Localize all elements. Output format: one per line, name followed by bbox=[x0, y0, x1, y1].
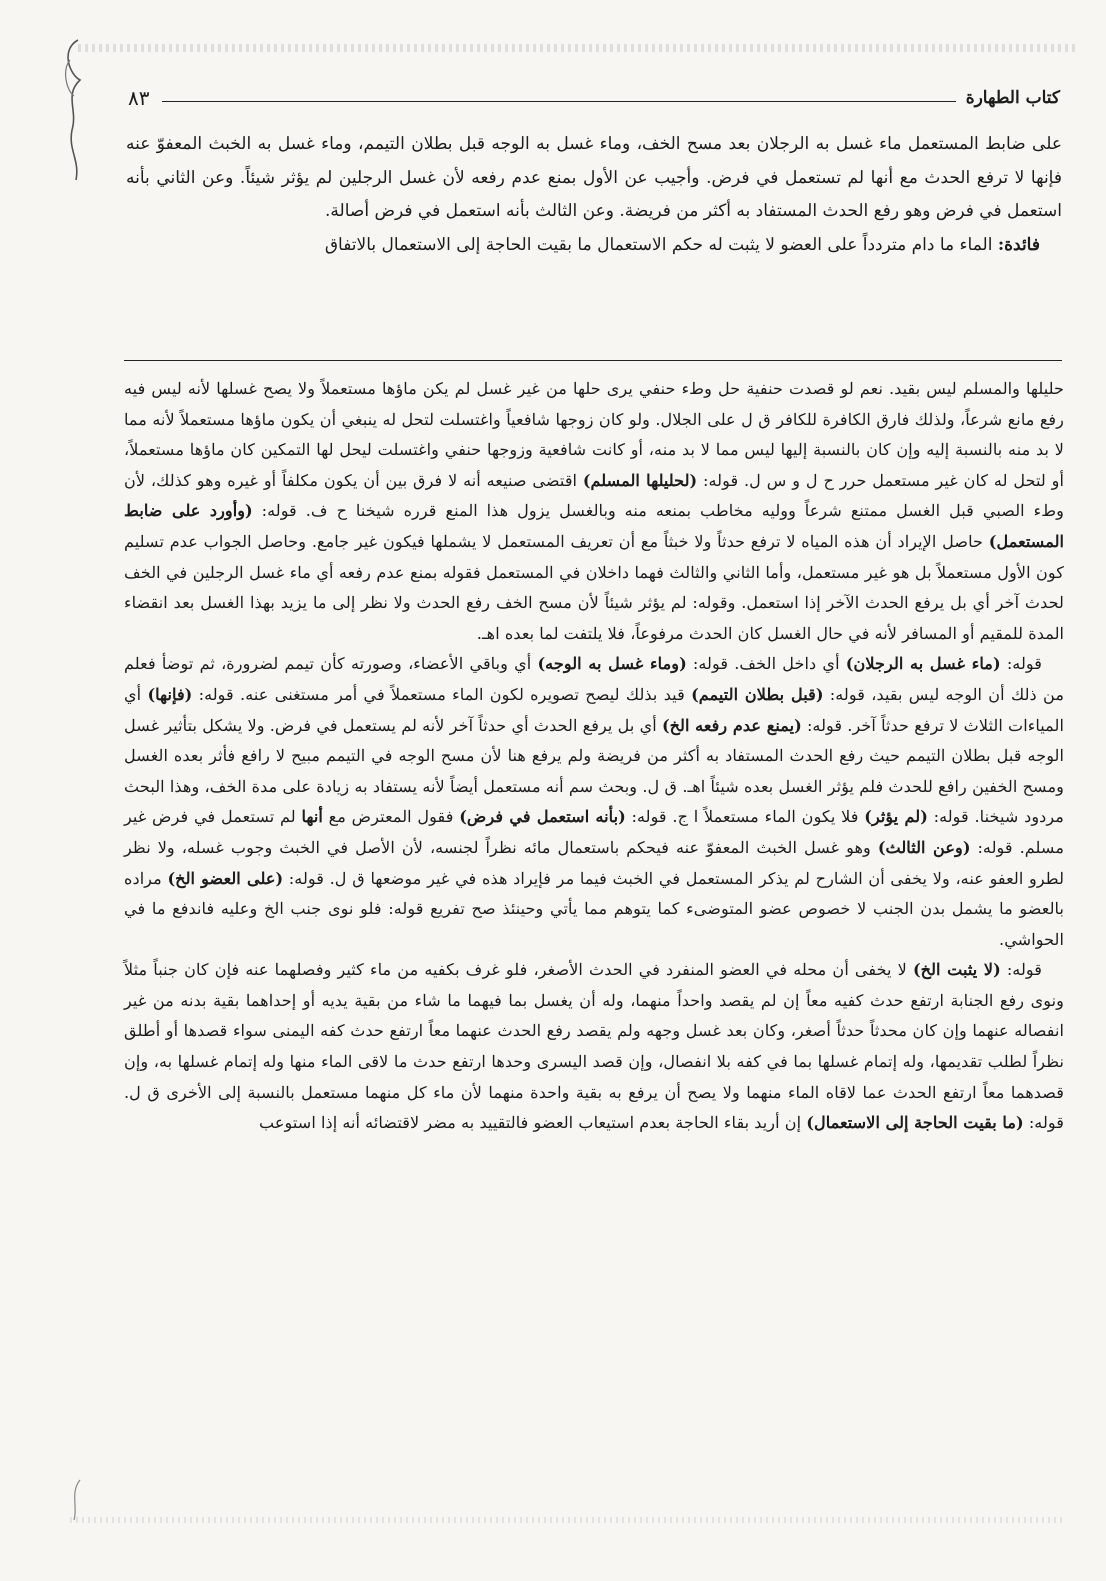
benefit-paragraph bbox=[126, 229, 1062, 263]
book-title: كتاب الطهارة bbox=[965, 88, 1060, 108]
note-text: حليلها والمسلم ليس بقيد. نعم لو قصدت حنفية حل وطء حنفي يرى حلها من غير غسل لم يكن ماؤها مستعملاً ولا يصح غسلها لأنه ليس فيه رفع مانع شرعاً، ولذلك فارق الكافرة للكافر ق ل على الجلال. ولو كان زوجها شافعياً واغتسلت لتحل له ينبغي أن يكون ماؤها مستعملاً لأنه مما لا بد منه بالنسبة إليه وإن كان بالنسبة إليها ليس مما لا بد منه، أو كانت شافعية وزوجها حنفي واغتسلت ليحل لها التمكين كان ماؤها مستعملاً، أو لتحل له كان غير مستعمل حرر ح ل و س ل. قوله: bbox=[124, 379, 1064, 490]
note-text: وهو غسل الخبث المعفوّ عنه فيحكم باستعمال مائه نظراً لجنسه، لأن الأصل في الخبث وجوب غسله، ولا نظر لطرو العفو عنه، ولا يخفى أن الشارح لم يذكر المستعمل في الخبث فيما مر فإيراد هذه في غير موضعها ق ل. قوله: bbox=[124, 837, 1064, 888]
note-lemma: (يمنع عدم رفعه الخ) bbox=[661, 715, 802, 735]
benefit-text: الماء ما دام متردداً على العضو لا يثبت له حكم الاستعمال ما بقيت الحاجة إلى الاستعمال بالاتفاق bbox=[324, 234, 998, 255]
note-lemma: (فإنها) bbox=[147, 684, 193, 704]
note-text: لا يخفى أن محله في العضو المنفرد في الحدث الأصغر، فلو غرف بكفيه من ماء كثير وفصلهما عنه فإن كان جنباً مثلاً ونوى رفع الجنابة ارتفع حدث كفيه معاً إن لم يقصد واحداً منهما، وله أن يغسل بما فيهما ما شاء من بقية يديه أو إحداهما بقية بدنه من غير انفصاله عنهما وإن كان محدثاً حدثاً أصغر، وكان بعد غسل وجهه ولم يقصد رفع الحدث عنهما معاً ارتفع حدث كفه اليمنى سواء قصدها أو أطلق نظراً لطلب تقديمها، وله إتمام غسلها بما في كفه بلا انفصال، وإن قصد اليسرى وحدها ارتفع حدث ما لاقى الماء منها وله إتمام غسلها به، وإن قصدهما معاً ارتفع الحدث عما لاقاه الماء منهما ولا يصح أن يرفع به بقية واحدة منهما لأن ماء كل منهما مستعمل بالنسبة إلى الأخرى ق ل. قوله: bbox=[124, 960, 1064, 1133]
note-lemma: (لا يثبت الخ) bbox=[912, 960, 1001, 980]
note-lemma: (لحليلها المسلم) bbox=[582, 470, 698, 490]
header-rule bbox=[162, 101, 956, 102]
note-text: أي المياءات الثلاث لا ترفع حدثاً آخر. قوله: bbox=[124, 684, 1064, 735]
note-lemma: (على العضو الخ) bbox=[167, 868, 284, 888]
note-text: أي داخل الخف. قوله: bbox=[686, 654, 846, 674]
note-lemma: (وعن الثالث) bbox=[877, 837, 971, 857]
main-paragraph: على ضابط المستعمل ماء غسل به الرجلان بعد مسح الخف، وماء غسل به الوجه قبل بطلان التيمم، وماء غسل به الخبث المعفوّ عنه فإنها لا ترفع الحدث مع أنها لم تستعمل في فرض. وأجيب عن الأول بمنع عدم رفعه لأن غسل الرجلين لم يؤثر شيئاً. وعن الثاني بأنه استعمل في فرض وهو رفع الحدث المستفاد به أكثر من فريضة. وعن الثالث بأنه استعمل في فرض أصالة. bbox=[126, 134, 1062, 221]
note-text: إن أريد بقاء الحاجة بعدم استيعاب العضو فالتقييد به مضر لاقتضائه أنه إذا استوعب bbox=[259, 1113, 807, 1133]
binding-edge-icon bbox=[0, 0, 90, 1581]
note-lemma: أنها bbox=[301, 807, 323, 827]
note-paragraph bbox=[124, 649, 1064, 955]
benefit-label: فائدة: bbox=[997, 234, 1040, 255]
note-lemma: (وماء غسل به الوجه) bbox=[537, 654, 687, 674]
note-text: مراده بالعضو ما يشمل بدن الجنب لا خصوص عضو المتوضىء كما يتوهم مما يأتي وحينئذ صح تفريع قوله: فلو نوى جنب الخ وعليه فاندفع ما في الحواشي. bbox=[124, 868, 1064, 949]
note-lemma: (لم يؤثر) bbox=[864, 807, 928, 827]
note-text: لم تستعمل في فرض غير مسلم. قوله: bbox=[124, 807, 1064, 857]
note-paragraph bbox=[124, 374, 1064, 649]
note-lemma: (ماء غسل به الرجلان) bbox=[845, 654, 1001, 674]
note-text: فلا يكون الماء مستعملاً ا ج. قوله: bbox=[625, 807, 865, 827]
scan-noise-bottom bbox=[70, 1517, 1066, 1523]
note-lemma: (وأورد على ضابط المستعمل) bbox=[124, 501, 1064, 551]
commentary-notes bbox=[124, 374, 1064, 1139]
note-text: فقول المعترض مع bbox=[322, 807, 460, 827]
note-text: حاصل الإيراد أن هذه المياه لا ترفع حدثاً ولا خبثاً مع أن تعريف المستعمل لا يشملها فيكون غير جامع. وحاصل الجواب عدم تسليم كون الأول مستعملاً بل هو غير مستعمل، وأما الثاني والثالث فهما داخلان في المستعمل فقوله بمنع عدم رفعه أي ماء غسل الرجلين في الخف لحدث آخر أي بل يرفع الحدث الآخر إذا استعمل. وقوله: لم يؤثر شيئاً لأن مسح الخف رفع الحدث ولا نظر إلى ما يزيد بهذا الغسل بعد انقضاء المدة للمقيم أو المسافر لأنه في حال الغسل كان الحدث مرفوعاً، فلا يلتفت لما بعده اهـ. bbox=[124, 531, 1064, 643]
note-paragraph bbox=[124, 955, 1064, 1139]
note-text: أي وباقي الأعضاء، وصورته كأن تيمم لضرورة، ثم توضأ فعلم من ذلك أن الوجه ليس بقيد، قوله: bbox=[124, 654, 1064, 704]
note-text: قوله: bbox=[1000, 960, 1042, 980]
running-header bbox=[128, 88, 1060, 118]
note-lemma: (قبل بطلان التيمم) bbox=[691, 684, 824, 704]
note-text: قوله: bbox=[1000, 654, 1042, 674]
note-lemma: (ما بقيت الحاجة إلى الاستعمال) bbox=[806, 1113, 1024, 1133]
note-text: أي بل يرفع الحدث أي حدثاً آخر لأنه لم يستعمل في فرض. ولا يشكل بتأثير غسل الوجه قبل بطلان التيمم حيث رفع الحدث المستفاد به أكثر من فريضة ولم يرفع هنا لأن مسح الوجه في التيمم مبيح لا رافع فأثر بعده الغسل ومسح الخفين رافع للحدث فلم يؤثر الغسل بعده شيئاً اهـ. ق ل. وبحث سم أنه مستعمل أيضاً لأنه يستفاد به زيادة على مدة الخف، وهذا البحث مردود شيخنا. قوله: bbox=[124, 715, 1064, 827]
page-number: ٨٣ bbox=[128, 86, 150, 110]
scan-noise-top bbox=[78, 44, 1076, 52]
footnote-divider bbox=[124, 360, 1062, 361]
main-text bbox=[126, 128, 1062, 262]
note-lemma: (بأنه استعمل في فرض) bbox=[459, 807, 626, 827]
note-text: اقتضى صنيعه أنه لا فرق بين أن يكون مكلفاً أو غيره وهو كذلك، لأن وطء الصبي قبل الغسل ممتنع شرعاً ووليه مخاطب بمنعه منه وبالغسل يزول هذا المنع قرره شيخنا ح ف. قوله: bbox=[124, 470, 1064, 521]
note-text: قيد بذلك ليصح تصويره لكون الماء مستعملاً في أمر مستغنى عنه. قوله: bbox=[192, 684, 692, 704]
